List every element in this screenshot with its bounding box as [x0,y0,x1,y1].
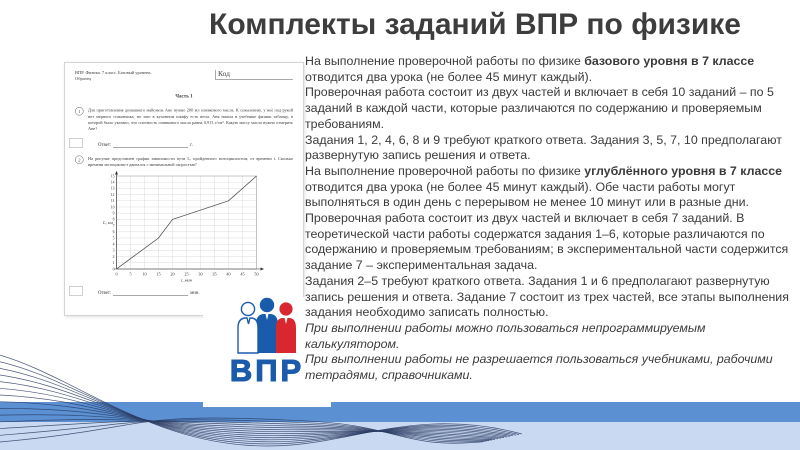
vpr-logo-figures [228,297,306,355]
svg-text:3: 3 [112,248,115,253]
answer-label: Ответ: [98,142,112,148]
svg-text:9: 9 [112,211,115,216]
vpr-logo-text: ВПР [229,353,305,388]
svg-text:40: 40 [226,271,231,277]
paragraph: При выполнении работы можно пользоваться непрограммируемым калькулятором. [305,320,706,351]
svg-text:0: 0 [115,271,118,277]
svg-text:2: 2 [112,254,115,259]
answer-label: Ответ: [98,290,112,296]
paragraph: При выполнении работы не разрешается пользоваться учебниками, рабочими тетрадями, справочниками. [305,352,773,383]
svg-text:15: 15 [156,271,161,277]
distance-time-graph [102,171,267,283]
score-box [69,286,83,295]
svg-text:25: 25 [184,271,189,277]
exam-paper-thumbnail [64,62,304,316]
svg-text:50: 50 [254,271,259,277]
svg-text:4: 4 [112,242,115,247]
svg-text:45: 45 [240,271,245,277]
paragraph: Проверочная работа состоит из двух частей и включает в себя 7 заданий. В теоретической части работы содержатся задания 1–6, которые различаются по содержанию и проверяемым требованиям; в экспериментальной части содержится задание 7 – экспериментальная задача. [305,211,789,273]
answer-blank [113,295,188,296]
paper-header-line1: ВПР. Физика. 7 класс. Базовый уровень. [75,70,152,75]
code-box: Код [216,70,294,80]
svg-text:1: 1 [112,260,115,265]
svg-text:20: 20 [170,271,175,277]
answer-unit: мин. [190,290,200,296]
svg-text:8: 8 [112,217,115,222]
task-1-answer-row [75,139,293,148]
svg-text:35: 35 [212,271,217,277]
score-box [69,139,83,148]
paragraph: На выполнение проверочной работы по физике углублённого уровня в 7 классе отводится два урока (не более 45 минут каждый). Обе части работы могут выполняться в один день с перерывом не менее 10 минут или в разные дни. [305,163,783,210]
task-2-number: 2 [75,156,84,165]
task-2-answer-row [75,286,293,295]
task-1-number: 1 [75,107,84,116]
svg-text:30: 30 [198,271,203,277]
task-2-text: На рисунке представлен график зависимости пути L, пройденного мотоциклистом, от времени t. Сколько времени мотоциклист двигался с минимальной скоростью? [88,156,293,168]
svg-text:13: 13 [110,186,115,191]
paper-header-line2: Образец [75,75,91,81]
svg-text:5: 5 [112,236,115,241]
paragraph: На выполнение проверочной работы по физике базового уровня в 7 классе отводится два урока (не более 45 минут каждый). [305,54,755,84]
svg-text:6: 6 [112,229,115,234]
paragraph: Задания 2–5 требуют краткого ответа. Задания 1 и 6 предполагают развернутую запись решения и ответа. Задание 7 состоит из трех частей, все этапы выполнения задания необходимо записать полностью. [305,273,789,320]
svg-text:L, км: L, км [103,219,113,225]
description-text [305,54,797,384]
svg-text:12: 12 [110,192,115,197]
task-1-text: Для приготовления домашнего майонеза Ане нужно 200 мл оливкового масла. К сожалению, у неё под рукой нет мерного стаканчика, но зато в кухонном шкафу есть весы. Аня нашла в учебнике физики таблицу, в которой было указано, что плотность оливкового масла равна 0,913 г/см³. Какую массу масла нужно отмерить Ане? [88,107,293,131]
paragraph: Задания 1, 2, 4, 6, 8 и 9 требуют краткого ответа. Задания 3, 5, 7, 10 предполагают развернутую запись решения и ответа. [305,132,782,163]
svg-text:10: 10 [110,205,115,210]
svg-text:11: 11 [110,198,115,203]
task-2 [75,156,293,168]
svg-text:5: 5 [129,271,132,277]
task-1 [75,107,293,131]
svg-text:t, мин: t, мин [181,277,192,283]
svg-text:0: 0 [112,267,115,272]
svg-text:10: 10 [142,271,147,277]
answer-blank [113,147,188,148]
answer-unit: г. [190,142,193,148]
svg-text:14: 14 [110,180,115,185]
part-title: Часть 1 [175,93,193,100]
svg-text:7: 7 [112,223,115,228]
svg-text:15: 15 [110,174,115,179]
paper-header [75,70,293,82]
paragraph: Проверочная работа состоит из двух частей и включает в себя 10 заданий – по 5 заданий в каждой части, которые различаются по содержанию и проверяемым требованиям. [305,85,774,131]
slide-title: Комплекты заданий ВПР по физике [209,8,741,41]
